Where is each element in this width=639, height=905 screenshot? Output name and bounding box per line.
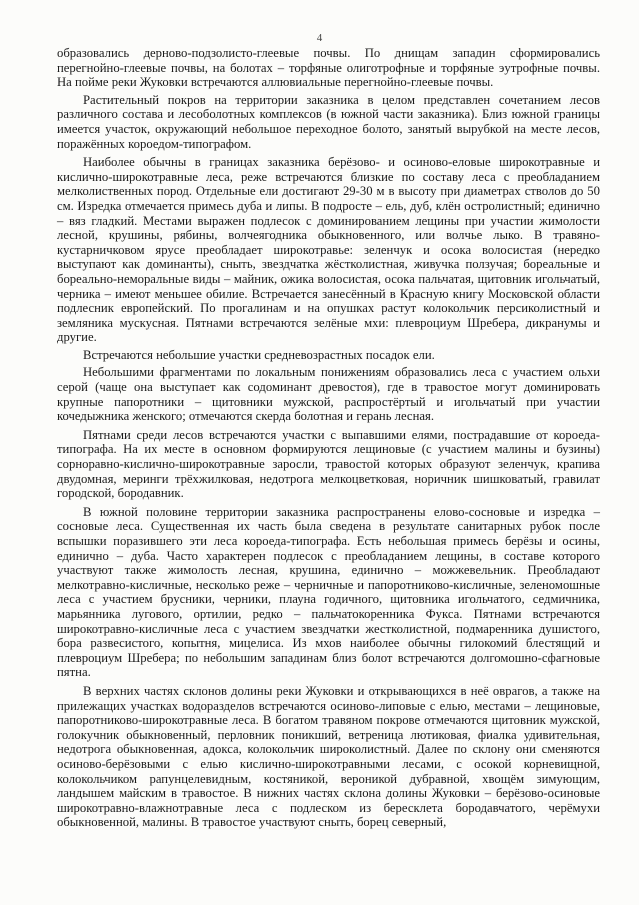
paragraph: Пятнами среди лесов встречаются участки с выпавшими елями, пострадавшие от короеда-типографа. На их месте в основном формируются лещиновые (с участием малины и бузины) сорноравно-кислично-широкотравные заросли, травостой которых образуют зеленчук, крапива двудомная, меринги трёхжилковая, недотрога мелкоцветковая, норичник шишковатый, гравилат городской, бородавник. (57, 427, 600, 501)
paragraph: Встречаются небольшие участки средневозрастных посадок ели. (83, 347, 435, 362)
paragraph: Небольшими фрагментами по локальным понижениям образовались леса с участием ольхи серой (чаще она выступает как содоминант древостоя), где в травостое могут доминировать крупные папоротники – щитовники мужской, распростёртый и игольчатый при участии кочедыжника женского; отмечаются скерда болотная и герань лесная. (57, 365, 600, 424)
page-number: 4 (316, 32, 323, 44)
paragraph: Растительный покров на территории заказника в целом представлен сочетанием лесов различного состава и лесоболотных комплексов (в южной части заказника). Близ южной границы имеется участок, окружающий небольшое переходное болото, занятый вырубкой на месте лесов, поражённых короедом-типографом. (57, 92, 600, 151)
paragraph: В верхних частях склонов долины реки Жуковки и открывающихся в неё оврагов, а также на прилежащих участках водоразделов встречаются осиново-липовые с елью, местами – лещиновые, папоротниково-широкотравные леса. В богатом травяном покрове отмечаются щитовник мужской, голокучник обыкновенный, перловник поникший, ветреница лютиковая, фиалка удивительная, недотрога обыкновенная, адокса, колокольчик широколистный. Далее по склону они сменяются осиново-берёзовыми с елью кислично-широкотравными лесами, с осокой корневищной, колокольчиком рапунцелевидным, костяникой, вероникой дубравной, хвощём зимующим, ландышем майским в травостое. В нижних частях склона долины Жуковки – берёзово-осиновые широкотравно-влажнотравные леса с подлеском из бересклета бородавчатого, черёмухи обыкновенной, малины. В травостое участвуют сныть, борец северный, (57, 683, 600, 830)
body-text (57, 46, 600, 833)
paragraph: образовались дерново-подзолисто-глеевые почвы. По днищам западин сформировались перегнойно-глеевые почвы, на болотах – торфяные олиготрофные и торфяные эутрофные почвы. На пойме реки Жуковки встречаются аллювиальные перегнойно-глеевые почвы. (57, 46, 600, 90)
paragraph: Наиболее обычны в границах заказника берёзово- и осиново-еловые широкотравные и кислично-широкотравные леса, реже встречаются близкие по составу леса с преобладанием мелколиственных пород. Отдельные ели достигают 29-30 м в высоту при диаметрах стволов до 50 см. Изредка отмечается примесь дуба и липы. В подросте – ель, дуб, клён остролистный; единично – вяз гладкий. Местами выражен подлесок с доминированием лещины при участии жимолости лесной, крушины, рябины, волчеягодника обыкновенного, или волчье лыко. В травяно-кустарничковом ярусе преобладает широкотравье: зеленчук и осока волосистая (нередко выступают как доминанты), сныть, звездчатка жёстколистная, живучка ползучая; бореальные и бореально-неморальные виды – майник, ожика волосистая, осока пальчатая, щитовник игольчатый, черника – имеют меньшее обилие. Встречается занесённый в Красную книгу Московской области подлесник европейский. По прогалинам и на опушках растут колокольчик персиколистный и земляника мускусная. Пятнами встречаются зелёные мхи: плевроциум Шребера, дикранумы и другие. (57, 155, 600, 345)
paragraph: В южной половине территории заказника распространены елово-сосновые и изредка – сосновые леса. Существенная их часть была сведена в результате санитарных рубок после вспышки поразившего эти леса короеда-типографа. Есть небольшая примесь берёзы и осины, единично – дуба. Часто характерен подлесок с преобладанием лещины, в составе которого участвуют также жимолость лесная, крушина, единично – можжевельник. Преобладают мелкотравно-кисличные, несколько реже – черничные и папоротниково-кисличные, зеленомошные леса с участием брусники, черники, плауна годичного, щитовника игольчатого, седмичника, марьянника лугового, ортилии, редко – пальчатокоренника Фукса. Пятнами встречаются широкотравно-кисличные леса с участием звездчатки жестколистной, подмаренника душистого, бора развесистого, копытня, мицелиса. Из мхов наиболее обычны гилокомий блестящий и плевроциум Шребера; по небольшим западинам близ болот встречаются долгомошно-сфагновые пятна. (57, 504, 600, 680)
